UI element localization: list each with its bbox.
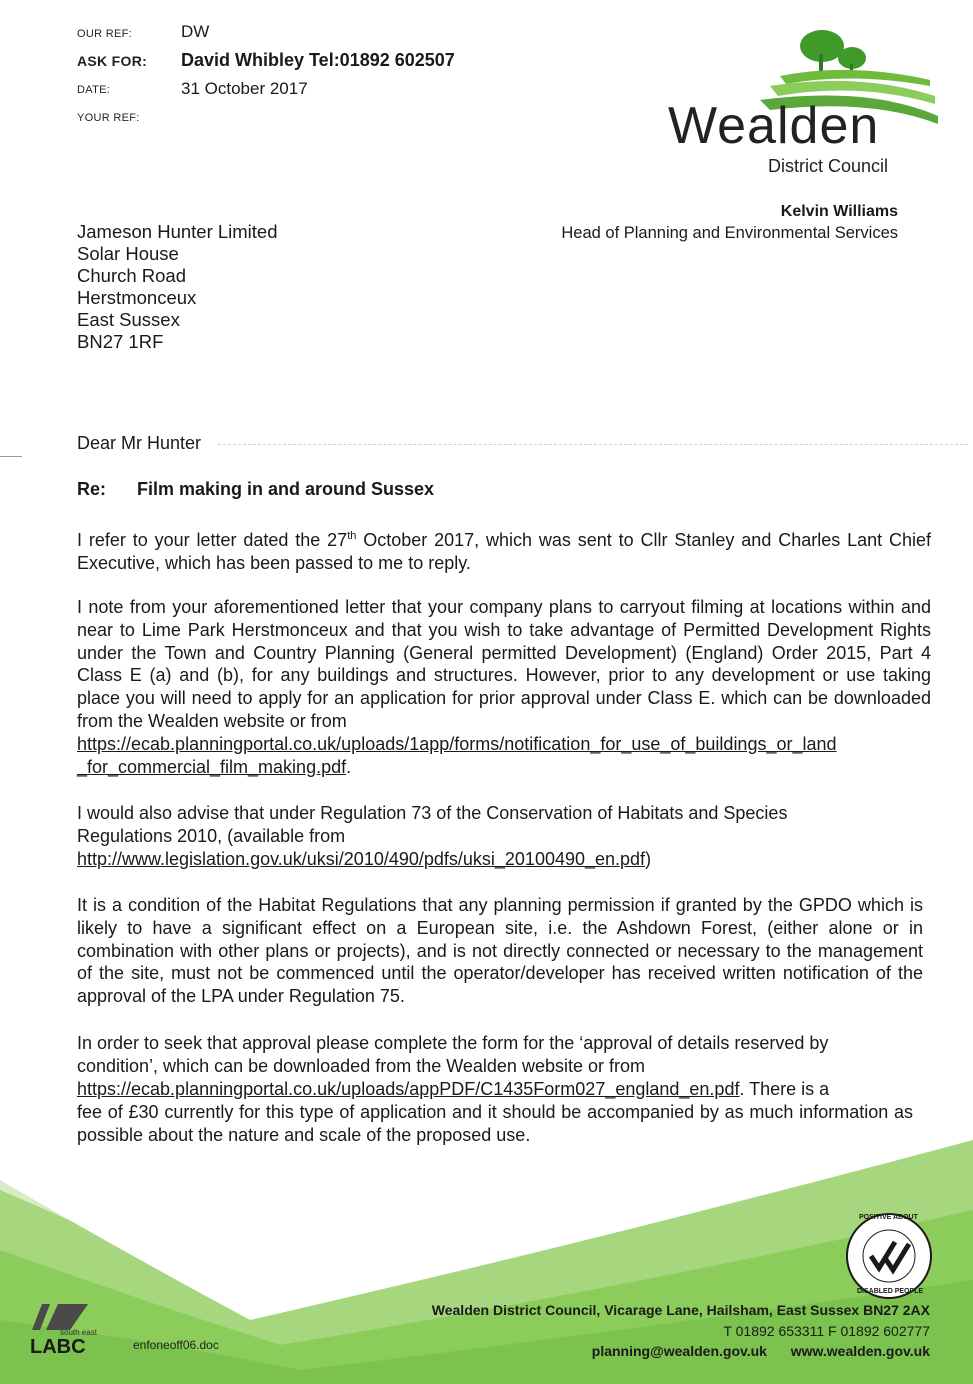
legislation-link[interactable]: http://www.legislation.gov.uk/uksi/2010/490/pdfs/uksi_20100490_en.pdf — [77, 848, 646, 869]
logo-subtitle: District Council — [768, 156, 889, 176]
recipient-address — [77, 221, 278, 353]
footer-contact-line — [592, 1343, 930, 1359]
p2-link-line-1: https://ecab.planningportal.co.uk/uploads/1app/forms/notification_for_use_of_buildings_or_land — [77, 734, 837, 754]
p2-end: . — [346, 756, 352, 777]
re-label: Re: — [77, 479, 107, 499]
footer-address: Wealden District Council, Vicarage Lane, Hailsham, East Sussex BN27 2AX — [431, 1302, 930, 1318]
doc-ref: enfoneoff06.doc — [133, 1338, 219, 1352]
two-ticks-icon — [845, 1212, 933, 1300]
labc-region: south east — [60, 1328, 97, 1337]
badge-bottom-text: DISABLED PEOPLE — [857, 1288, 924, 1295]
form-notification-link[interactable] — [77, 734, 837, 777]
p3-line-1: I would also advise that under Regulation 73 of the Conservation of Habitats and Species — [77, 803, 788, 823]
footer-phone: T 01892 653311 F 01892 602777 — [723, 1323, 930, 1339]
p1-text-a: I refer to your letter dated the 27 — [77, 530, 348, 550]
approval-form-link[interactable]: https://ecab.planningportal.co.uk/uploads/appPDF/C1435Form027_england_en.pdf — [77, 1078, 740, 1099]
fold-mark — [0, 456, 22, 457]
your-ref-label: YOUR REF: — [77, 112, 140, 124]
scan-line — [218, 444, 968, 445]
our-ref-value: DW — [181, 22, 210, 41]
p3-end: ) — [645, 848, 652, 869]
address-line: East Sussex — [77, 309, 180, 330]
ask-for-value: David Whibley Tel:01892 602507 — [181, 50, 455, 70]
p2-link-block — [77, 733, 957, 779]
p1-sup: th — [347, 530, 357, 542]
badge-top-text: POSITIVE ABOUT — [859, 1214, 918, 1221]
signatory-name: Kelvin Williams — [780, 203, 898, 220]
address-line: Solar House — [77, 243, 179, 264]
p5-rest: fee of £30 currently for this type of application and it should be accompanied by as much information as possible about the nature and scale of the proposed use. — [77, 1102, 913, 1145]
address-line: Jameson Hunter Limited — [77, 221, 278, 242]
paragraph-2 — [77, 596, 931, 733]
p1-text-b: October 2017, which was sent to Cllr Stanley and Charles Lant Chief Executive, which has been passed to me to reply. — [77, 530, 931, 573]
address-line: BN27 1RF — [77, 331, 164, 352]
p2-text: I note from your aforementioned letter that your company plans to carryout filming at locations within and near to Lime Park Herstmonceux and that you wish to take advantage of Permitted Development Rights under the Town and Country Planning (General permitted Development) (England) Order 2015, Part 4 Class E (a) and (b), for any buildings and structures. However, prior to any development or use taking place you will need to apply for an application for prior approval under Class E. which can be downloaded from the Wealden website or from — [77, 597, 931, 731]
p4-text: It is a condition of the Habitat Regulations that any planning permission if granted by the GPDO which is likely to have a significant effect on a European site, i.e. the Ashdown Forest, (either alone or in combination with other plans or projects), and is not directly connected or necessary to the management of the site, must not be commenced until the operator/developer has received written notification of the approval of the LPA under Regulation 75. — [77, 895, 923, 1007]
re-subject: Film making in and around Sussex — [137, 479, 435, 499]
labc-logo — [30, 1300, 120, 1360]
date-value: 31 October 2017 — [181, 79, 308, 98]
disability-badge — [845, 1212, 933, 1300]
footer-website-link[interactable]: www.wealden.gov.uk — [790, 1343, 930, 1359]
wealden-logo — [660, 24, 940, 184]
address-line: Herstmonceux — [77, 287, 197, 308]
logo-name: Wealden — [668, 97, 880, 155]
p3-line-2: Regulations 2010, (available from — [77, 825, 346, 846]
our-ref-label: OUR REF: — [77, 28, 132, 40]
p5-line-1: In order to seek that approval please complete the form for the ‘approval of details reserved by — [77, 1033, 829, 1053]
date-label: DATE: — [77, 84, 111, 96]
paragraph-5 — [77, 1032, 927, 1100]
labc-name: LABC — [30, 1336, 86, 1358]
ask-for-label: ASK FOR: — [77, 53, 148, 69]
paragraph-1 — [77, 525, 931, 575]
p2-link-line-2: _for_commercial_film_making.pdf — [77, 756, 347, 777]
address-line: Church Road — [77, 265, 187, 286]
p5-line-2: condition’, which can be downloaded from the Wealden website or from — [77, 1055, 645, 1076]
salutation: Dear Mr Hunter — [77, 433, 202, 453]
paragraph-4 — [77, 894, 923, 1008]
paragraph-3 — [77, 802, 937, 870]
p5-after-link: . There is a — [739, 1078, 830, 1099]
footer-email-link[interactable]: planning@wealden.gov.uk — [591, 1343, 767, 1359]
signatory-title: Head of Planning and Environmental Services — [561, 224, 898, 242]
